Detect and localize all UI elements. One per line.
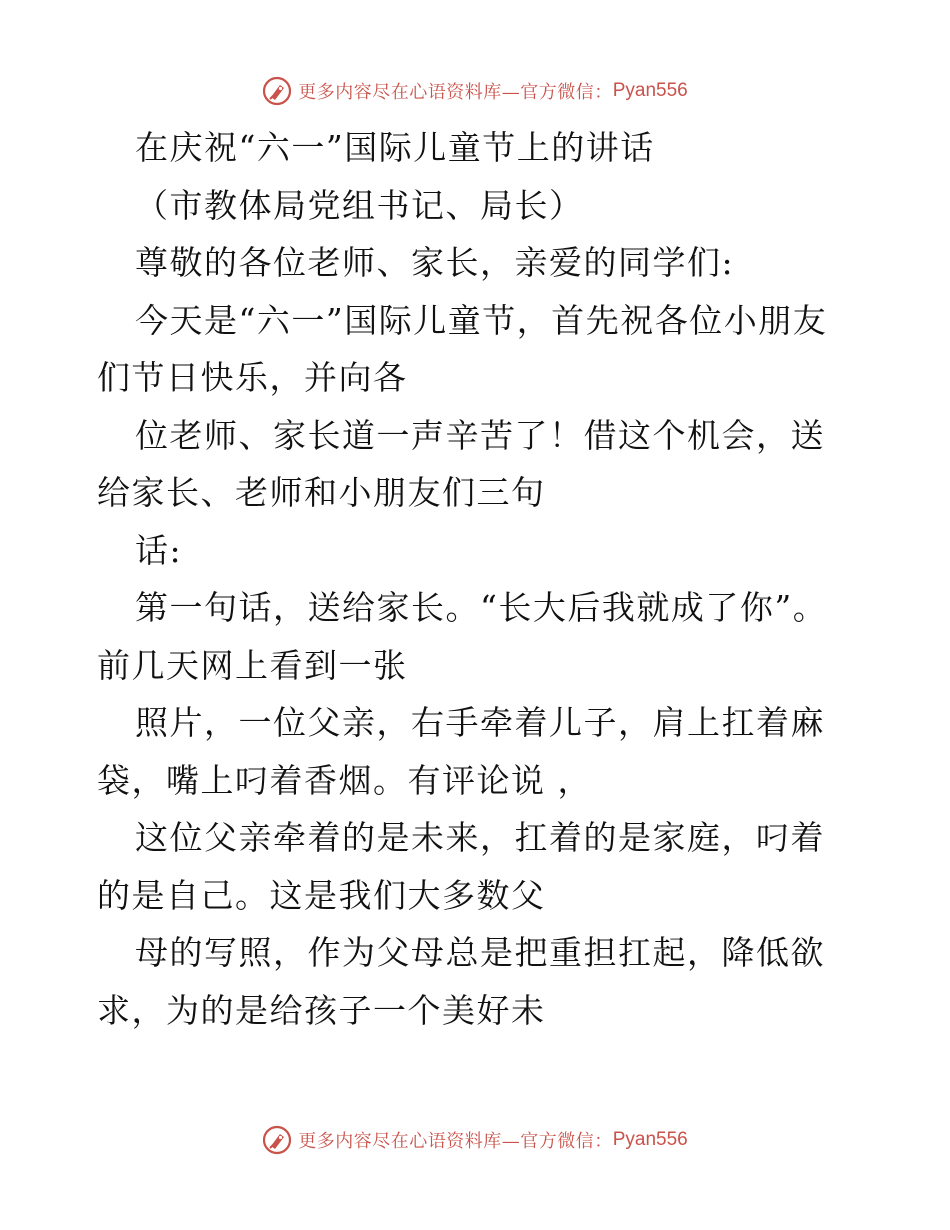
paragraph: 母的写照，作为父母总是把重担扛起，降低欲求，为的是给孩子一个美好未 [97,933,825,1030]
paragraph: 今天是“六一”国际儿童节，首先祝各位小朋友们节日快乐，并向各 [97,300,828,397]
watermark-text: 更多内容尽在心语资料库—官方微信： [298,1131,613,1152]
paragraph: 话: [135,530,183,570]
speech-title: 在庆祝“六一”国际儿童节上的讲话 [135,128,655,167]
pen-nib-logo-icon [262,1125,292,1155]
footer-watermark [0,1120,950,1160]
watermark-wechat-id: Pyan556 [612,80,688,101]
speaker-role: （市教体局党组书记、局长） [135,185,584,225]
paragraph: 照片，一位父亲，右手牵着儿子，肩上扛着麻袋，嘴上叼着香烟。有评论说 ， [97,703,825,800]
pen-nib-logo-icon [262,76,292,106]
watermark-text: 更多内容尽在心语资料库—官方微信： [298,82,613,103]
watermark-wechat-id: Pyan556 [612,1129,688,1150]
paragraph: 第一句话，送给家长。“长大后我就成了你”。前几天网上看到一张 [97,588,828,685]
paragraph: 位老师、家长道一声辛苦了！借这个机会，送给家长、老师和小朋友们三句 [97,415,825,512]
header-watermark [0,71,950,111]
salutation: 尊敬的各位老师、家长，亲爱的同学们: [135,243,735,282]
document-body [97,119,857,1039]
paragraph: 这位父亲牵着的是未来，扛着的是家庭，叼着的是自己。这是我们大多数父 [97,818,825,915]
